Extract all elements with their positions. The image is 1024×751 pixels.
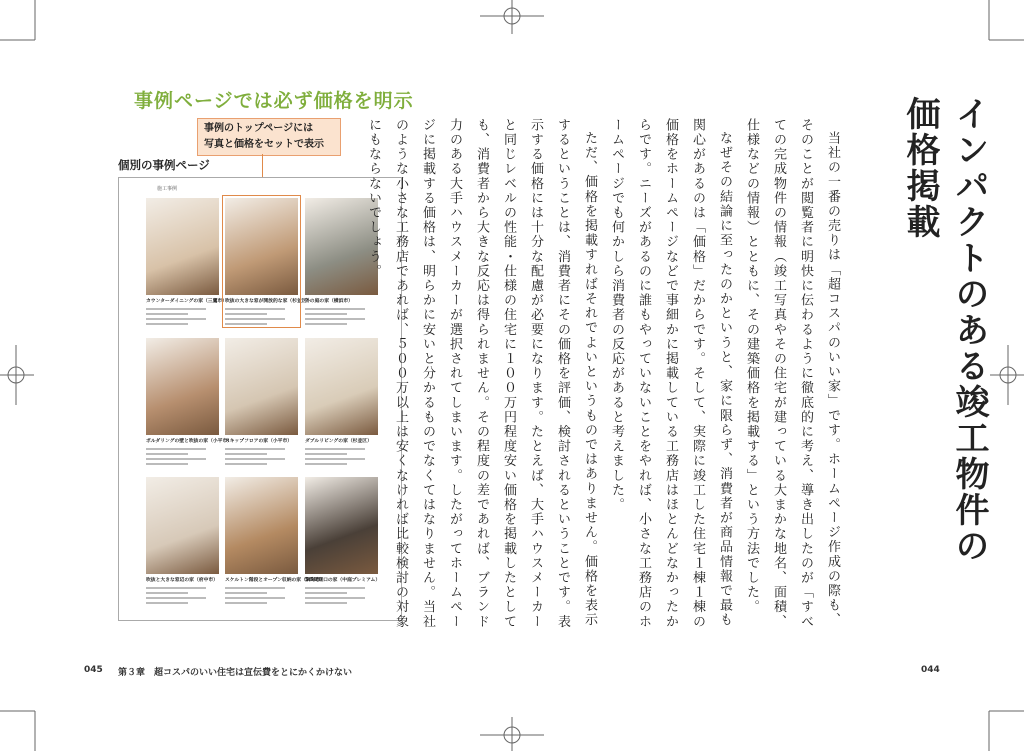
case-photo (146, 477, 219, 574)
case-photo (225, 338, 298, 435)
case-detail-line (225, 453, 267, 455)
case-card (146, 338, 233, 465)
case-card (225, 477, 326, 604)
case-detail-line (225, 587, 285, 589)
case-detail-line (305, 597, 365, 599)
body-paragraph-1: 当社の一番の売りは「超コスパのいい家」です。ホームページ作成の際も、そのことが閲覧者に明快に伝わるように徹底的に考え、導き出したのが「すべての完成物件の情報（竣工写真やその住宅が建っている大まかな地名、面積、仕様などの情報）とともに、その建築価格を掲載する」という方法でした。 (744, 118, 840, 629)
case-detail-line (305, 318, 365, 320)
figure-heading: 事例ページでは必ず価格を明示 (134, 90, 414, 112)
case-detail-line (146, 463, 188, 465)
case-detail-line (305, 323, 347, 325)
case-title: スケルトン階段とオープン収納の家（調布市） (225, 578, 326, 583)
case-photo (146, 198, 219, 295)
case-detail-line (305, 313, 347, 315)
callout-box (197, 118, 341, 156)
case-title: 吹抜の大きな窓が開放的な家（杉並区） (225, 299, 312, 304)
case-detail-line (146, 458, 206, 460)
case-card (225, 198, 312, 325)
case-title: 外の庭の家（横浜市） (305, 299, 353, 304)
case-detail-line (305, 602, 347, 604)
case-detail-line (146, 323, 188, 325)
page-number-right: 044 (921, 665, 940, 675)
case-photo (225, 477, 298, 574)
case-card (146, 198, 227, 325)
case-title: ダブルリビングの家（杉並区） (305, 439, 372, 444)
case-title: カウンターダイニングの家（三鷹市） (146, 299, 227, 304)
case-title: ボルダリングの壁と吹抜の家（小平市） (146, 439, 233, 444)
case-detail-line (305, 448, 365, 450)
case-detail-line (225, 318, 285, 320)
case-title: スキップフロアの家（小平市） (225, 439, 293, 444)
case-detail-line (225, 463, 267, 465)
case-detail-line (225, 458, 285, 460)
case-detail-line (305, 592, 347, 594)
case-detail-line (146, 448, 206, 450)
case-detail-line (225, 448, 285, 450)
case-detail-line (225, 597, 285, 599)
article-title: インパクトのある竣工物件の価格掲載 (900, 96, 989, 564)
case-detail-line (225, 313, 267, 315)
site-header: 施工事例 (157, 186, 178, 192)
page-number-left: 045 (84, 665, 103, 675)
case-detail-line (305, 587, 365, 589)
case-detail-line (225, 602, 267, 604)
case-title: 吹抜と大きな窓辺の家（府中市） (146, 578, 218, 583)
case-detail-line (225, 323, 267, 325)
case-detail-line (146, 318, 206, 320)
case-title: 5.5間間口の家（中庭プレミアム） (305, 578, 381, 583)
figure-sub-label: 個別の事例ページ (118, 158, 210, 172)
case-detail-line (146, 587, 206, 589)
case-detail-line (146, 597, 206, 599)
case-detail-line (146, 453, 188, 455)
case-detail-line (305, 458, 365, 460)
case-photo (146, 338, 219, 435)
body-paragraph-2: なぜその結論に至ったのかというと、家に限らず、消費者が商品情報で最も関心があるのは「価格」だからです。そして、実際に竣工した住宅１棟１棟の価格をホームページなどで事細かに掲載している工務店はほとんどなかったからです。ニーズがあるのに誰もやっていないことをやれば、小さな工務店のホームページでも何かしら消費者の反応があると考えました。 (609, 118, 732, 629)
case-detail-line (225, 592, 267, 594)
case-photo (225, 198, 298, 295)
case-detail-line (305, 463, 347, 465)
case-detail-line (305, 308, 365, 310)
callout-line-2: 写真と価格をセットで表示 (204, 139, 324, 150)
case-card (225, 338, 298, 465)
case-detail-line (146, 602, 188, 604)
article-body (366, 118, 846, 638)
case-detail-line (146, 313, 188, 315)
body-paragraph-3: ただ、価格を掲載すればそれでよいというものではありません。価格を表示するということは、消費者にその価格を評価、検討されるということです。表示する価格には十分な配慮が必要になります。たとえば、大手ハウスメーカーと同じレベルの性能・仕様の住宅に１００万円程度安い価格を掲載したとしても、消費者から大きな反応は得られません。その程度の差であれば、ブランド力のある大手ハウスメーカーが選択されてしまいます。したがってホームページに掲載する価格は、明らかに安いと分かるものでなくてはなりません。当社のような小さな工務店であれば、５００万以上は安くなければ比較検討の対象にもならないでしょう。 (366, 118, 597, 629)
running-head: 第３章 超コスパのいい住宅は宣伝費をとにかくかけない (118, 668, 353, 678)
case-card (146, 477, 219, 604)
case-detail-line (305, 453, 347, 455)
callout-line-1: 事例のトップページには (204, 123, 314, 134)
case-detail-line (225, 308, 285, 310)
case-detail-line (146, 308, 206, 310)
case-detail-line (146, 592, 188, 594)
